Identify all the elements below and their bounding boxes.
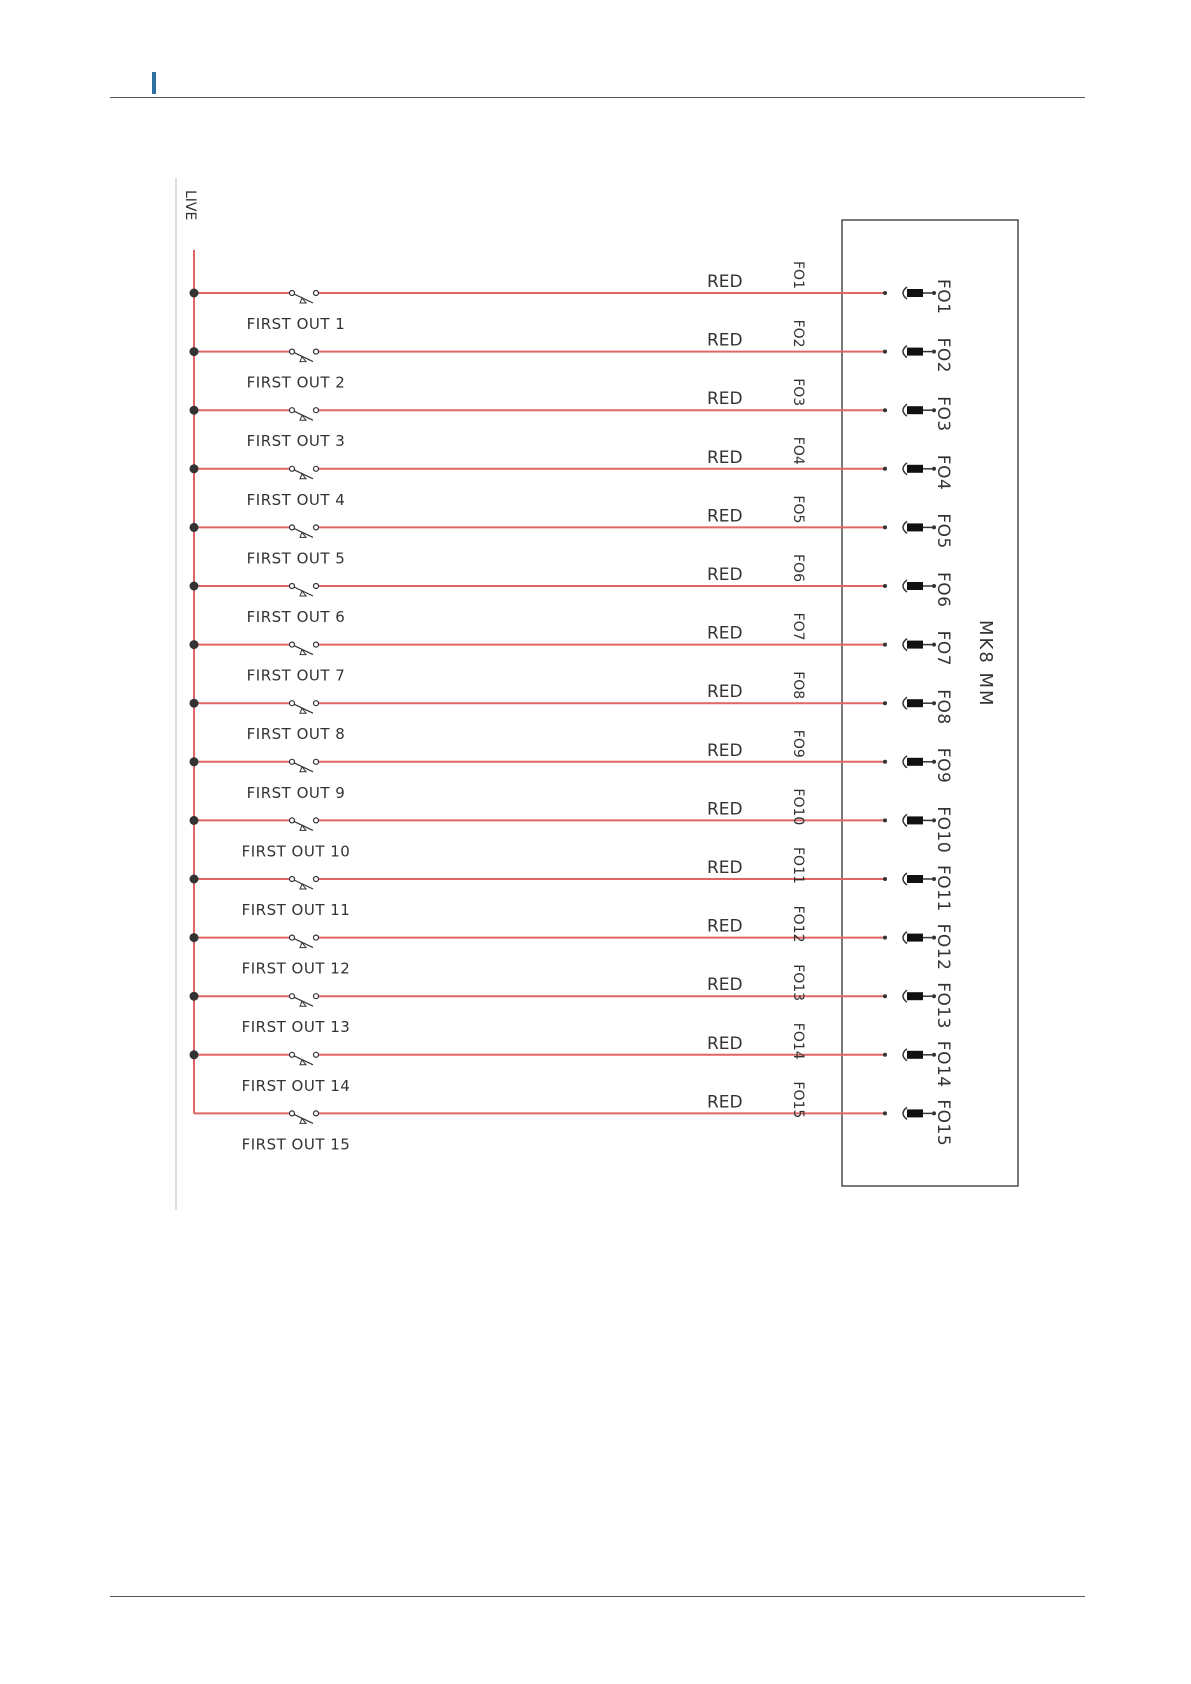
terminal-socket	[903, 463, 907, 475]
terminal-label: FO4	[933, 454, 953, 491]
terminal-plug	[907, 582, 923, 590]
terminal-label: FO3	[933, 396, 953, 432]
switch-contact-right	[314, 701, 319, 706]
terminal-pin-left	[883, 291, 887, 295]
switch-contact-left	[290, 349, 295, 354]
terminal-connector	[883, 814, 936, 826]
wire-tag-label: FO11	[790, 847, 806, 884]
switch-blade	[294, 1056, 313, 1065]
wire-tag-label: FO3	[790, 378, 806, 407]
switch-contact-right	[314, 525, 319, 530]
switch-symbol	[290, 1052, 319, 1065]
terminal-socket	[903, 1107, 907, 1119]
wire-color-label: RED	[707, 272, 743, 292]
module-label: MK8 MM	[975, 620, 996, 708]
switch-contact-left	[290, 877, 295, 882]
wire-color-label: RED	[707, 975, 743, 996]
terminal-pin-left	[883, 525, 887, 529]
terminal-pin-left	[883, 760, 887, 764]
wire-tag-label: FO9	[790, 729, 806, 758]
switch-symbol	[290, 466, 319, 479]
terminal-connector	[883, 756, 936, 768]
switch-symbol	[290, 525, 319, 538]
wire-tag-label: FO8	[790, 671, 806, 700]
switch-contact-left	[290, 291, 295, 296]
terminal-pin-left	[883, 701, 887, 705]
terminal-plug	[907, 406, 923, 414]
junction-dot	[190, 992, 199, 1001]
switch-contact-left	[290, 466, 295, 471]
switch-contact-right	[314, 759, 319, 764]
switch-label: FIRST OUT 15	[241, 1135, 351, 1154]
switch-contact-left	[290, 1111, 295, 1116]
terminal-connector	[883, 1107, 936, 1119]
terminal-socket	[903, 873, 907, 885]
junction-dot	[190, 875, 199, 884]
wire-tag-label: FO4	[790, 436, 806, 465]
circuit-group	[190, 261, 954, 1153]
wire-color-label: RED	[707, 330, 743, 351]
switch-contact-right	[314, 408, 319, 413]
junction-dot	[190, 289, 199, 298]
wire-tag-label: FO1	[790, 261, 806, 289]
switch-label: FIRST OUT 12	[241, 959, 351, 978]
circuit-1	[190, 261, 954, 333]
live-label: LIVE	[182, 190, 198, 221]
terminal-socket	[903, 521, 907, 533]
junction-dot	[190, 933, 199, 942]
terminal-plug	[907, 289, 923, 297]
switch-label: FIRST OUT 4	[246, 490, 346, 509]
switch-contact-left	[290, 584, 295, 589]
switch-contact-right	[314, 1111, 319, 1116]
terminal-label: FO2	[933, 337, 953, 374]
terminal-socket	[903, 404, 907, 416]
terminal-plug	[907, 816, 923, 824]
terminal-plug	[907, 992, 923, 1000]
wire-tag-label: FO6	[790, 554, 806, 582]
switch-blade	[294, 646, 313, 655]
terminal-pin-left	[883, 350, 887, 354]
switch-contact-right	[314, 935, 319, 940]
terminal-label: FO8	[933, 689, 953, 725]
terminal-socket	[903, 639, 907, 651]
terminal-socket	[903, 346, 907, 358]
switch-contact-left	[290, 525, 295, 530]
switch-blade	[294, 821, 313, 830]
switch-symbol	[290, 935, 319, 948]
switch-label: FIRST OUT 11	[241, 901, 351, 919]
switch-symbol	[290, 584, 319, 597]
switch-blade	[294, 528, 313, 537]
terminal-connector	[883, 346, 936, 358]
terminal-plug	[907, 758, 923, 766]
wire-tag-label: FO2	[790, 319, 806, 348]
terminal-label: FO5	[933, 513, 953, 549]
junction-dot	[190, 523, 199, 532]
wire-color-label: RED	[707, 623, 743, 644]
wire-color-label: RED	[707, 1033, 743, 1054]
wire-tag-label: FO13	[790, 964, 806, 1002]
switch-contact-left	[290, 642, 295, 647]
switch-contact-left	[290, 701, 295, 706]
terminal-plug	[907, 641, 923, 649]
terminal-label: FO1	[933, 279, 953, 315]
terminal-connector	[883, 463, 936, 475]
wire-color-label: RED	[707, 1092, 743, 1113]
switch-label: FIRST OUT 1	[246, 315, 346, 333]
terminal-socket	[903, 1049, 907, 1061]
wire-color-label: RED	[707, 740, 743, 761]
terminal-pin-left	[883, 643, 887, 647]
terminal-label: FO7	[933, 630, 953, 667]
switch-contact-right	[314, 818, 319, 823]
terminal-plug	[907, 1051, 923, 1059]
switch-symbol	[290, 818, 319, 831]
wire-color-label: RED	[707, 799, 743, 820]
terminal-plug	[907, 1109, 923, 1117]
switch-contact-right	[314, 877, 319, 882]
switch-label: FIRST OUT 8	[246, 725, 346, 744]
terminal-label: FO14	[933, 1040, 953, 1088]
terminal-connector	[883, 990, 936, 1002]
terminal-connector	[883, 404, 936, 416]
switch-label: FIRST OUT 7	[246, 666, 346, 685]
terminal-pin-left	[883, 467, 887, 471]
terminal-connector	[883, 697, 936, 709]
terminal-socket	[903, 990, 907, 1002]
terminal-pin-left	[883, 877, 887, 881]
wire-tag-label: FO15	[790, 1081, 806, 1119]
junction-dot	[190, 1050, 199, 1059]
switch-symbol	[290, 1111, 319, 1124]
switch-symbol	[290, 994, 319, 1007]
terminal-label: FO6	[933, 572, 953, 608]
terminal-socket	[903, 697, 907, 709]
switch-label: FIRST OUT 5	[246, 549, 346, 568]
junction-dot	[190, 582, 199, 591]
switch-label: FIRST OUT 6	[246, 608, 346, 626]
wire-tag-label: FO14	[790, 1022, 806, 1060]
switch-contact-right	[314, 642, 319, 647]
switch-blade	[294, 294, 313, 303]
switch-blade	[294, 939, 313, 948]
switch-contact-right	[314, 291, 319, 296]
switch-blade	[294, 1114, 313, 1123]
switch-symbol	[290, 642, 319, 655]
terminal-pin-left	[883, 1053, 887, 1057]
terminal-pin-left	[883, 936, 887, 940]
terminal-label: FO11	[933, 865, 953, 912]
switch-label: FIRST OUT 10	[241, 842, 351, 861]
junction-dot	[190, 757, 199, 766]
terminal-label: FO10	[933, 806, 953, 854]
junction-dot	[190, 640, 199, 649]
wire-tag-label: FO10	[790, 788, 806, 826]
wire-tag-label: FO12	[790, 905, 806, 943]
terminal-plug	[907, 348, 923, 356]
switch-symbol	[290, 349, 319, 362]
terminal-socket	[903, 580, 907, 592]
terminal-plug	[907, 875, 923, 883]
switch-label: FIRST OUT 3	[246, 432, 346, 451]
wire-color-label: RED	[707, 682, 743, 703]
switch-contact-left	[290, 935, 295, 940]
terminal-plug	[907, 699, 923, 707]
terminal-label: FO15	[933, 1099, 953, 1147]
switch-symbol	[290, 759, 319, 772]
terminal-label: FO9	[933, 747, 953, 784]
footer-rule	[110, 1596, 1085, 1597]
switch-blade	[294, 997, 313, 1006]
wire-color-label: RED	[707, 858, 743, 878]
wire-color-label: RED	[707, 447, 743, 468]
terminal-pin-left	[883, 994, 887, 998]
terminal-connector	[883, 521, 936, 533]
switch-contact-right	[314, 466, 319, 471]
switch-blade	[294, 880, 313, 889]
terminal-connector	[883, 1049, 936, 1061]
junction-dot	[190, 464, 199, 473]
switch-blade	[294, 353, 313, 362]
switch-blade	[294, 411, 313, 420]
switch-symbol	[290, 701, 319, 714]
switch-contact-left	[290, 408, 295, 413]
wire-tag-label: FO5	[790, 495, 806, 524]
switch-contact-right	[314, 994, 319, 999]
terminal-label: FO13	[933, 982, 953, 1029]
switch-contact-left	[290, 818, 295, 823]
junction-dot	[190, 406, 199, 415]
terminal-connector	[883, 873, 936, 885]
switch-label: FIRST OUT 13	[241, 1018, 351, 1037]
wire-color-label: RED	[707, 916, 743, 937]
switch-contact-right	[314, 584, 319, 589]
switch-symbol	[290, 408, 319, 421]
switch-blade	[294, 470, 313, 479]
switch-contact-left	[290, 759, 295, 764]
terminal-connector	[883, 639, 936, 651]
switch-contact-right	[314, 1052, 319, 1057]
switch-contact-left	[290, 994, 295, 999]
switch-symbol	[290, 877, 319, 890]
switch-label: FIRST OUT 14	[241, 1076, 351, 1095]
switch-blade	[294, 763, 313, 772]
terminal-label: FO12	[933, 923, 953, 971]
terminal-pin-left	[883, 584, 887, 588]
terminal-pin-left	[883, 1111, 887, 1115]
junction-dot	[190, 816, 199, 825]
switch-blade	[294, 587, 313, 596]
terminal-connector	[883, 287, 936, 299]
terminal-pin-left	[883, 818, 887, 822]
switch-symbol	[290, 291, 319, 304]
junction-dot	[190, 347, 199, 356]
terminal-connector	[883, 932, 936, 944]
wire-tag-label: FO7	[790, 612, 806, 641]
junction-dot	[190, 699, 199, 708]
terminal-socket	[903, 756, 907, 768]
wire-color-label: RED	[707, 506, 743, 527]
terminal-plug	[907, 465, 923, 473]
switch-contact-right	[314, 349, 319, 354]
terminal-socket	[903, 932, 907, 944]
switch-contact-left	[290, 1052, 295, 1057]
wire-color-label: RED	[707, 565, 743, 585]
switch-label: FIRST OUT 9	[246, 783, 346, 802]
terminal-plug	[907, 934, 923, 942]
terminal-pin-left	[883, 408, 887, 412]
terminal-socket	[903, 814, 907, 826]
terminal-socket	[903, 287, 907, 299]
terminal-plug	[907, 523, 923, 531]
terminal-connector	[883, 580, 936, 592]
wire-color-label: RED	[707, 389, 743, 410]
switch-label: FIRST OUT 2	[246, 373, 346, 392]
switch-blade	[294, 704, 313, 713]
